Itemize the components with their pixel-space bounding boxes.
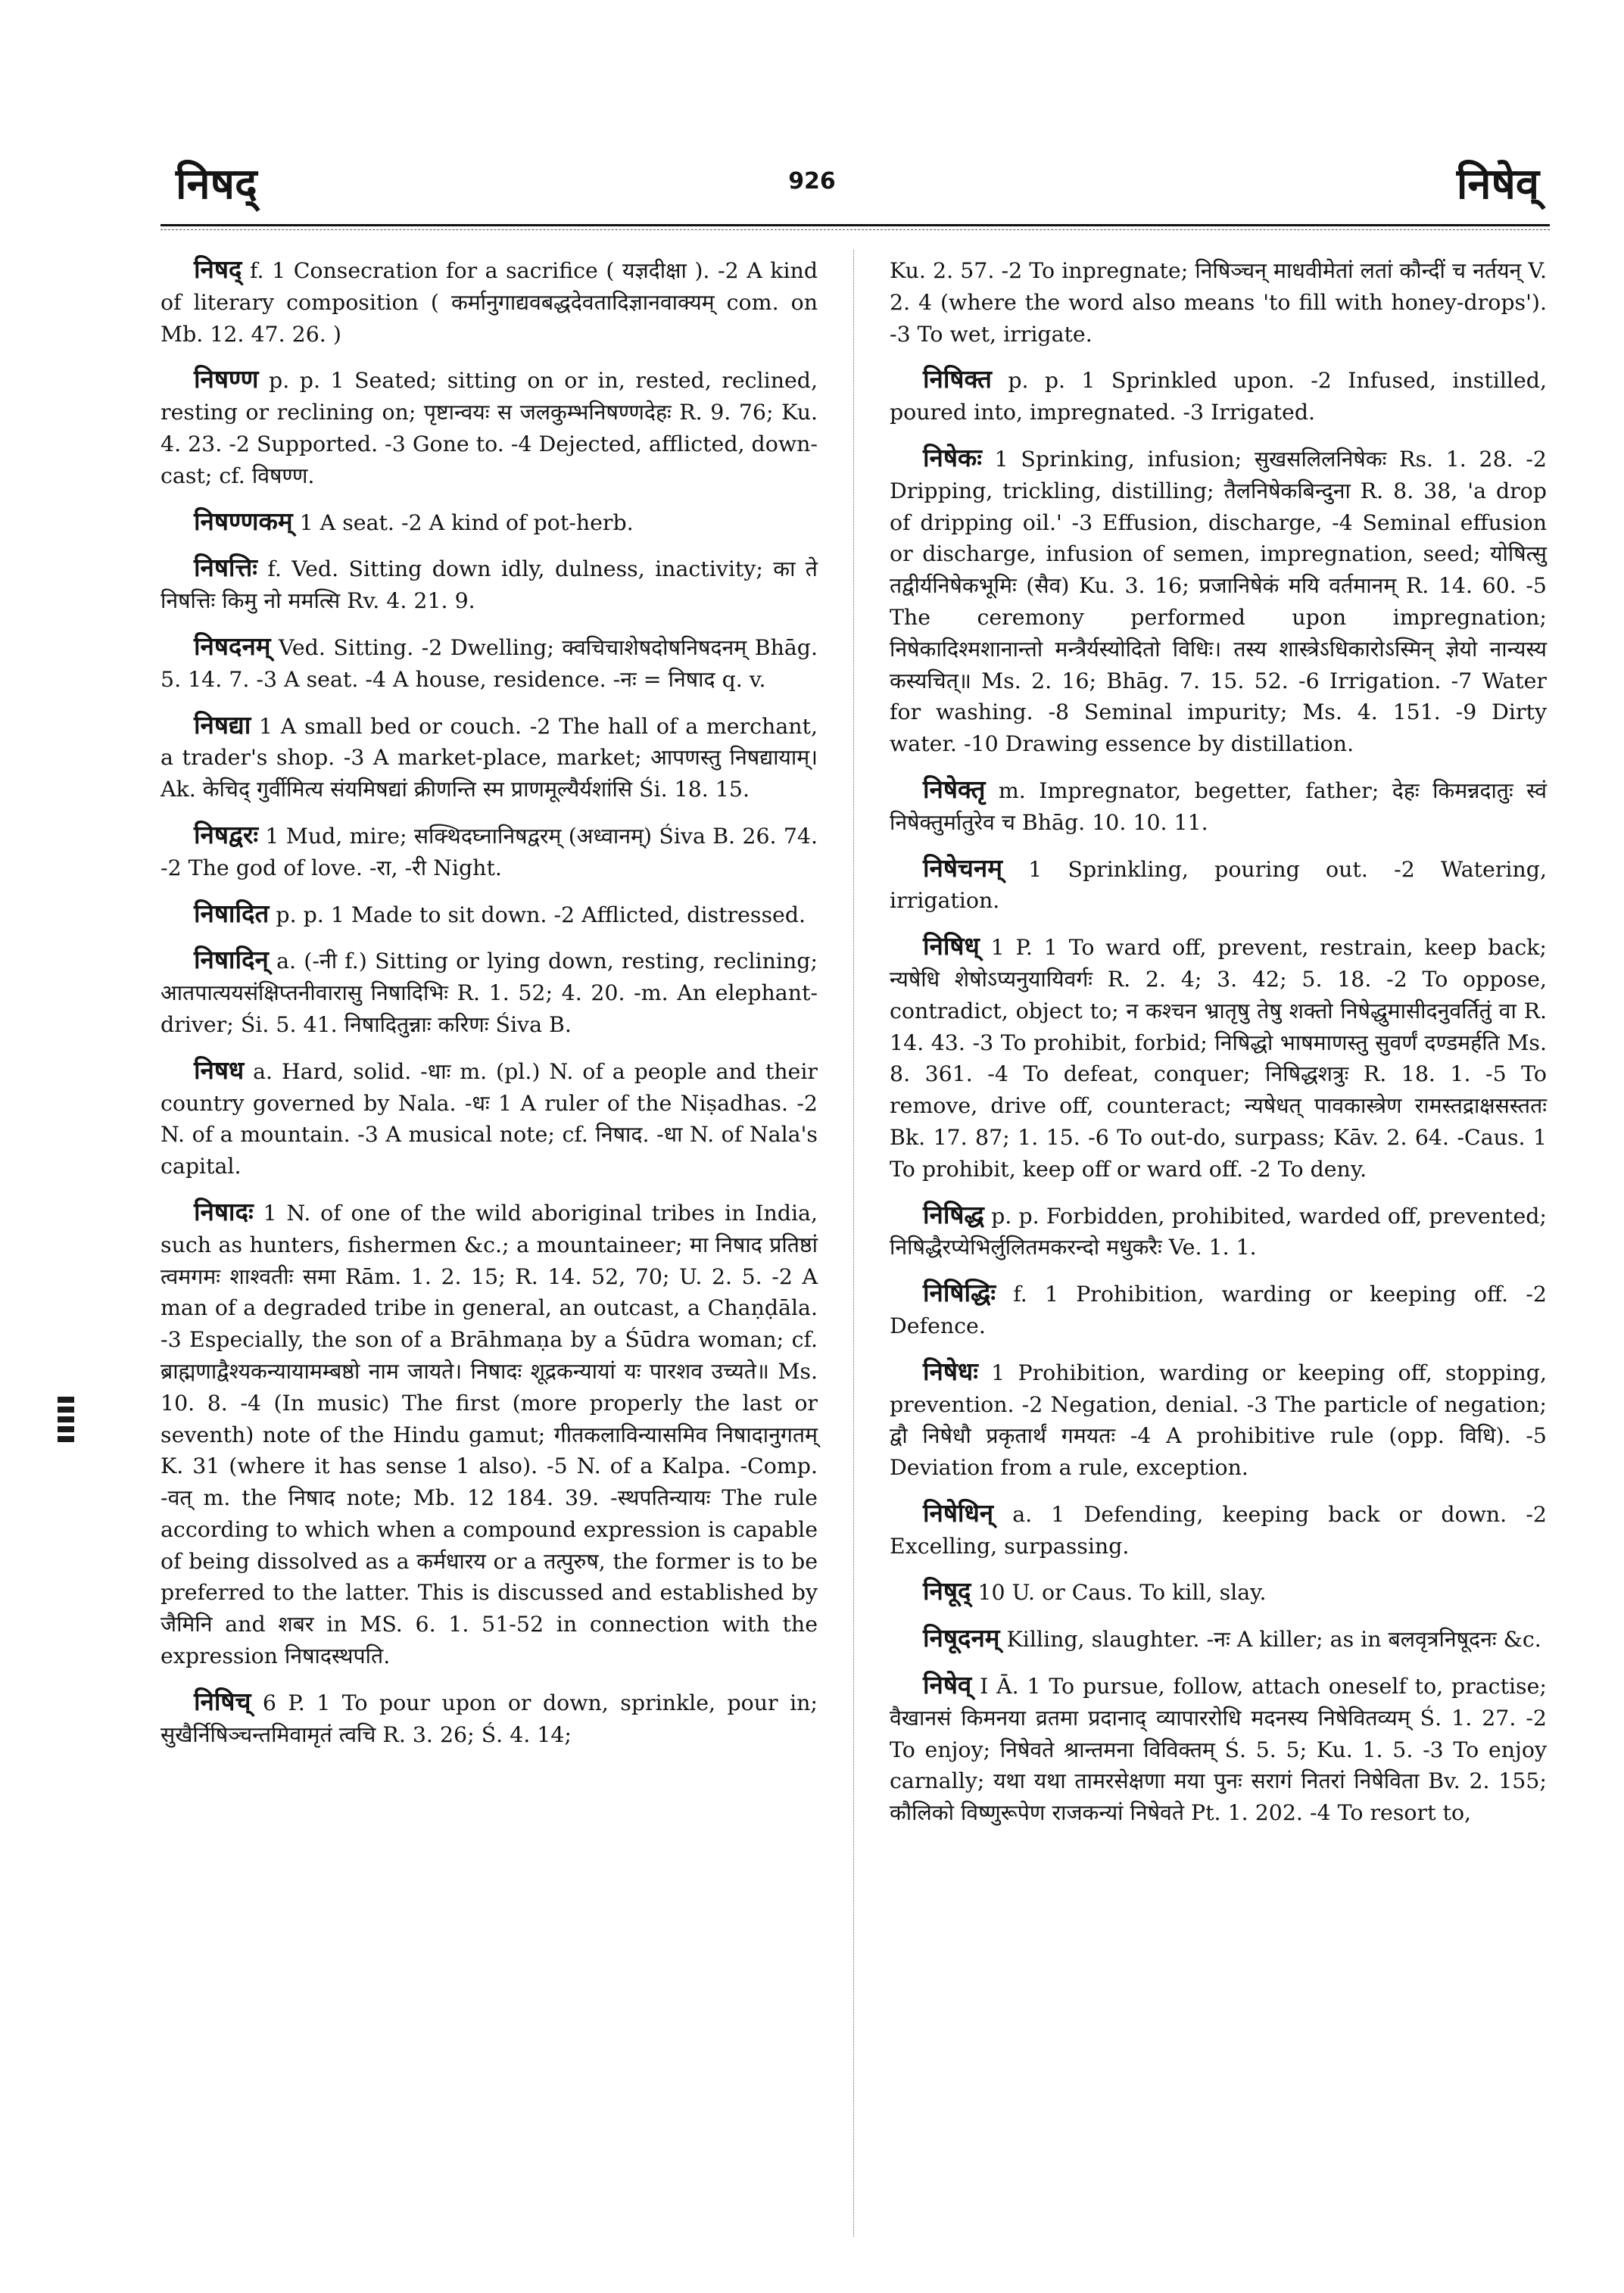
dictionary-entry [161, 1055, 818, 1182]
entry-definition: I Ā. 1 To pursue, follow, attach oneself to, practise; वैखानसं किमनया व्रतमा प्रदानाद् व्यापाररोधि मदनस्य निषेवितव्यम् Ś. 1. 27. -2 To enjoy; निषेवते श्रान्तमना विविक्तम् Ś. 5. 5; Ku. 1. 5. -3 To enjoy carnally; यथा यथा तामरसेक्षणा मया पुनः सरागं नितरां निषेविता Bv. 2. 155; कौलिको विष्णुरूपेण राजकन्यां निषेवते Pt. 1. 202. -4 To resort to, [890, 1674, 1547, 1826]
dictionary-entry [890, 930, 1547, 1185]
left-column [161, 254, 818, 1764]
entry-headword: निषण्णकम् [194, 506, 293, 536]
dictionary-entry [161, 552, 818, 617]
entry-headword: निषद् [194, 254, 242, 284]
dictionary-entry [890, 1575, 1547, 1609]
entry-headword: निषूद् [923, 1576, 971, 1606]
entry-headword: निषिध् [923, 931, 980, 961]
entry-definition: 1 Mud, mire; सक्थिदघ्नानिषद्वरम् (अध्वानम्) Śiva B. 26. 74. -2 The god of love. -रा, -री Night. [161, 823, 818, 880]
entry-definition: 1 N. of one of the wild aboriginal tribes in India, such as hunters, fishermen &c.; a mountaineer; मा निषाद प्रतिष्ठां त्वमगमः शाश्वतीः समा Rām. 1. 2. 15; R. 14. 52, 70; U. 2. 5. -2 A man of a degraded tribe in general, an outcast, a Chaṇḍāla. -3 Especially, the son of a Brāhmaṇa by a Śūdra woman; cf. ब्राह्मणाद्वैश्यकन्यायामम्बष्ठो नाम जायते। निषादः शूद्रकन्यायां यः पारशव उच्यते॥ Ms. 10. 8. -4 (In music) The first (more properly the last or seventh) note of the Hindu gamut; गीतकलाविन्यासमिव निषादानुगतम् K. 31 (where it has sense 1 also). -5 N. of a Kalpa. -Comp. -वत् m. the निषाद note; Mb. 12 184. 39. -स्थपतिन्यायः The rule according to which when a compound expression is capable of being dissolved as a कर्मधारय or a तत्पुरुष, the former is to be preferred to the latter. This is discussed and established by जैमिनि and शबर in MS. 6. 1. 51-52 in connection with the expression निषादस्थपति. [161, 1200, 818, 1669]
dictionary-entry [890, 1669, 1547, 1829]
entry-definition: 6 P. 1 To pour upon or down, sprinkle, pour in; सुखैर्निषिञ्चन्तमिवामृतं त्वचि R. 3. 26; Ś. 4. 14; [161, 1690, 818, 1747]
dictionary-entry [161, 944, 818, 1040]
entry-headword: निषद्या [194, 709, 251, 740]
entry-headword: निषेधिन् [923, 1497, 994, 1528]
dictionary-entry [890, 1277, 1547, 1342]
entry-definition: a. 1 Defending, keeping back or down. -2 Excelling, surpassing. [890, 1501, 1547, 1559]
dictionary-entry [161, 631, 818, 696]
entry-headword: निषादित [194, 898, 270, 928]
entry-definition: Ku. 2. 57. -2 To inpregnate; निषिञ्चन् माधवीमेतां लतां कौन्दीं च नर्तयन् V. 2. 4 (where the word also means 'to fill with honey-drops'). -3 To wet, irrigate. [890, 258, 1547, 347]
entry-definition: a. Hard, solid. -धाः m. (pl.) N. of a people and their country governed by Nala. -धः 1 A ruler of the Niṣadhas. -2 N. of a mountain. -3 A musical note; cf. निषाद. -धा N. of Nala's capital. [161, 1058, 818, 1179]
entry-definition: 1 Sprinkling, pouring out. -2 Watering, irrigation. [890, 856, 1547, 914]
entry-headword: निषिद्ध [923, 1199, 984, 1229]
entry-headword: निषेव् [923, 1670, 972, 1700]
dictionary-entry [890, 1199, 1547, 1264]
dictionary-entry [890, 254, 1547, 350]
dictionary-entry [890, 1356, 1547, 1484]
entry-headword: निषण्ण [194, 364, 259, 394]
entry-headword: निषद्वरः [194, 819, 259, 849]
entry-headword: निषादिन् [194, 945, 269, 975]
dictionary-entry [161, 1686, 818, 1751]
dictionary-entry [161, 1196, 818, 1672]
entry-definition: a. (-नी f.) Sitting or lying down, resting, reclining; आतपात्ययसंक्षिप्तनीवारासु निषादिभिः R. 1. 52; 4. 20. -m. An elephant-driver; Śi. 5. 41. निषादितुन्नाः करिणः Śiva B. [161, 949, 818, 1037]
entry-definition: 1 P. 1 To ward off, prevent, restrain, keep back; न्यषेधि शेषोऽप्यनुयायिवर्गः R. 2. 4; 3. 42; 5. 18. -2 To oppose, contradict, object to; न कश्चन भ्रातृषु तेषु शक्तो निषेद्धुमासीदनुवर्तितुं वा R. 14. 43. -3 To prohibit, forbid; निषिद्धो भाषमाणस्तु सुवर्णं दण्डमर्हति Ms. 8. 361. -4 To defeat, conquer; निषिद्धशत्रुः R. 18. 1. -5 To remove, drive off, counteract; न्यषेधत् पावकास्त्रेण रामस्तद्राक्षसस्ततः Bk. 17. 87; 1. 15. -6 To out-do, surpass; Kāv. 2. 64. -Caus. 1 To prohibit, keep off or ward off. -2 To deny. [890, 935, 1547, 1182]
entry-definition: 1 Prohibition, warding or keeping off, stopping, prevention. -2 Negation, denial. -3 The particle of negation; द्वौ निषेधौ प्रकृतार्थं गमयतः -4 A prohibitive rule (opp. विधि). -5 Deviation from a rule, exception. [890, 1360, 1547, 1481]
dictionary-entry [890, 363, 1547, 428]
dictionary-entry [161, 898, 818, 931]
dictionary-entry [890, 442, 1547, 760]
entry-headword: निषूदनम् [923, 1623, 1000, 1653]
entry-headword: निषेधः [923, 1356, 978, 1386]
dictionary-entry [890, 852, 1547, 918]
entry-definition: Killing, slaughter. -नः A killer; as in बलवृत्रनिषूदनः &c. [999, 1627, 1541, 1653]
dictionary-entry [161, 254, 818, 350]
entry-headword: निषध [194, 1055, 245, 1085]
entry-definition: p. p. Forbidden, prohibited, warded off, prevented; निषिद्धैरप्येभिर्लुलितमकरन्दो मधुकरैः Ve. 1. 1. [890, 1203, 1547, 1260]
entry-definition: Ved. Sitting. -2 Dwelling; क्वचिचाशेषदोषनिषदनम् Bhāg. 5. 14. 7. -3 A seat. -4 A house, residence. -नः = निषाद q. v. [161, 634, 818, 692]
running-head-right: निषेव् [1456, 159, 1539, 209]
entry-headword: निषिद्धिः [923, 1278, 996, 1308]
dictionary-entry [161, 709, 818, 805]
entry-headword: निषादः [194, 1196, 254, 1226]
dictionary-entry [161, 363, 818, 491]
entry-definition: f. 1 Consecration for a sacrifice ( यज्ञदीक्षा ). -2 A kind of literary composition ( कर्मानुगाद्यवबद्धदेवतादिज्ञानवाक्यम् com. on Mb. 12. 47. 26. ) [161, 258, 818, 347]
entry-definition: p. p. 1 Sprinkled upon. -2 Infused, instilled, poured into, impregnated. -3 Irrigated. [890, 368, 1547, 425]
entry-definition: f. Ved. Sitting down idly, dulness, inactivity; का ते निषत्तिः किमु नो ममत्सि Rv. 4. 21. 9. [161, 556, 818, 614]
entry-definition: f. 1 Prohibition, warding or keeping off. -2 Defence. [890, 1282, 1547, 1338]
entry-headword: निषेक्तृ [923, 774, 986, 804]
dictionary-entry [890, 1497, 1547, 1562]
entry-definition: p. p. 1 Seated; sitting on or in, rested, reclined, resting or reclining on; पृष्टान्वयः स जलकुम्भनिषण्णदेहः R. 9. 76; Ku. 4. 23. -2 Supported. -3 Gone to. -4 Dejected, afflicted, down-cast; cf. विषण्ण. [161, 368, 818, 488]
entry-headword: निषिच् [194, 1686, 251, 1716]
entry-headword: निषेकः [923, 442, 982, 472]
entry-definition: m. Impregnator, begetter, father; देहः किमन्नदातुः स्वं निषेक्तुर्मातुरेव च Bhāg. 10. 10. 11. [890, 777, 1547, 835]
dictionary-entry [161, 819, 818, 884]
entry-headword: निषिक्त [923, 364, 992, 394]
entry-headword: निषदनम् [194, 631, 271, 661]
dictionary-entry [890, 774, 1547, 839]
page-number: 926 [788, 168, 836, 195]
entry-definition: p. p. 1 Made to sit down. -2 Afflicted, distressed. [269, 902, 806, 927]
entry-definition: 1 Sprinking, infusion; सुखसलिलनिषेकः Rs. 1. 28. -2 Dripping, trickling, distilling; तैलनिषेकबिन्दुना R. 8. 38, 'a drop of dripping oil.' -3 Effusion, discharge, -4 Seminal effusion or discharge, infusion of semen, impregnation, seed; योषित्सु तद्वीर्यनिषेकभूमिः (सैव) Ku. 3. 16; प्रजानिषेकं मयि वर्तमानम् R. 14. 60. -5 The ceremony performed upon impregnation; निषेकादिश्मशानान्तो मन्त्रैर्यस्योदितो विधिः। तस्य शास्त्रेऽधिकारोऽस्मिन् ज्ञेयो नान्यस्य कस्यचित्॥ Ms. 2. 16; Bhāg. 7. 15. 52. -6 Irrigation. -7 Water for washing. -8 Seminal impurity; Ms. 4. 151. -9 Dirty water. -10 Drawing essence by distillation. [890, 446, 1547, 757]
entry-definition: 10 U. or Caus. To kill, slay. [971, 1580, 1267, 1606]
header-rule [161, 224, 1550, 230]
dictionary-entry [161, 506, 818, 539]
running-head-left: निषद् [176, 159, 257, 209]
entry-headword: निषत्तिः [194, 553, 257, 583]
thumb-index-mark [58, 1397, 74, 1442]
dictionary-entry [890, 1622, 1547, 1656]
entry-headword: निषेचनम् [923, 852, 1002, 883]
entry-definition: 1 A seat. -2 A kind of pot-herb. [292, 509, 634, 535]
column-divider [853, 250, 854, 2237]
right-column [890, 254, 1547, 1843]
entry-definition: 1 A small bed or couch. -2 The hall of a merchant, a trader's shop. -3 A market-place, market; आपणस्तु निषद्यायाम्। Ak. केचिद् गुर्वीमित्य संयमिषद्यां क्रीणन्ति स्म प्राणमूल्यैर्यशांसि Śi. 18. 15. [161, 713, 818, 802]
